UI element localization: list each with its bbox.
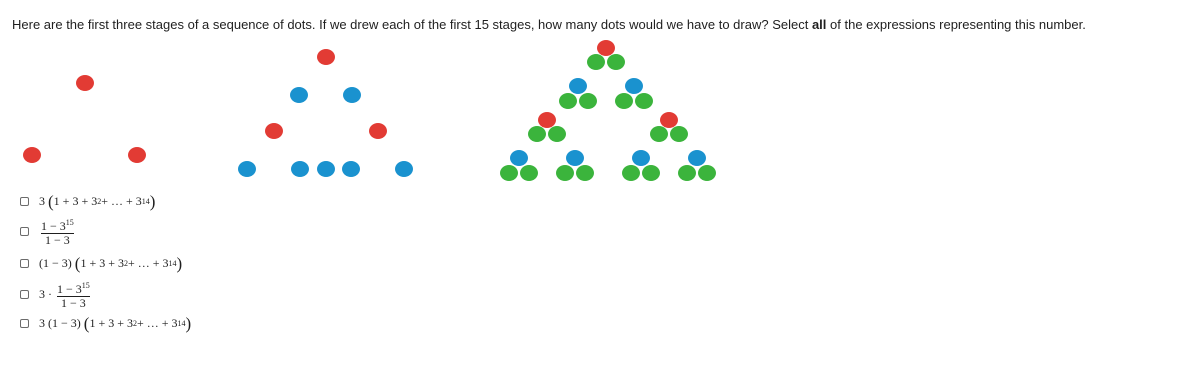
stage-3-green-dot (670, 126, 688, 142)
stage-3-blue-dot (566, 150, 584, 166)
stage-1-dot (23, 147, 41, 163)
stage-3-green-dot (579, 93, 597, 109)
stage-3-green-dot (576, 165, 594, 181)
stage-3-green-dot (559, 93, 577, 109)
stage-3-blue-dot (625, 78, 643, 94)
stage-2 (238, 49, 413, 190)
stage-3-green-dot (650, 126, 668, 142)
choice-5-expression: 3 (1 − 3) ( 1 + 3 + 3 2 + … + 3 14 ) (39, 313, 192, 333)
stage-2-red-dot (317, 49, 335, 65)
choice-1-checkbox[interactable] (20, 197, 29, 206)
stage-3-green-dot (500, 165, 518, 181)
question-part-2: of the expressions representing this number. (826, 17, 1086, 32)
stage-3-green-dot (678, 165, 696, 181)
stage-1-dot (128, 147, 146, 163)
question-part-1: Here are the first three stages of a sequence of dots. If we drew each of the first 15 stages, how many dots would we have to draw? Select (12, 17, 812, 32)
stage-3-green-dot (622, 165, 640, 181)
stage-2-blue-dot (290, 87, 308, 103)
stage-2-blue-dot (395, 161, 413, 177)
stage-2-blue-dot (343, 87, 361, 103)
stage-2-red-dot (369, 123, 387, 139)
stage-3-green-dot (607, 54, 625, 70)
stage-3-blue-dot (569, 78, 587, 94)
choice-4-fraction: $\frac{1 - 3^{15}}{1 - 3}$ (57, 281, 90, 310)
stage-3-red-dot (660, 112, 678, 128)
choice-3[interactable] (20, 253, 183, 273)
stage-3-green-dot (528, 126, 546, 142)
choice-4-expression: 3 · $\frac{1 - 3^{15}}{1 - 3}$ (39, 281, 90, 310)
stage-3-green-dot (635, 93, 653, 109)
question-emphasis: all (811, 17, 827, 32)
stage-3-green-dot (587, 54, 605, 70)
choice-2-fraction: $\frac{1 - 3^{15}}{1 - 3}$ (41, 218, 74, 247)
stage-1 (23, 75, 146, 163)
choice-1[interactable] (20, 191, 156, 211)
stage-2-blue-dot (317, 161, 335, 177)
choice-5-checkbox[interactable] (20, 319, 29, 328)
stage-2-blue-dot (238, 161, 256, 177)
stage-2-blue-dot (342, 161, 360, 177)
choice-2-expression (39, 216, 76, 247)
stage-2-blue-dot (291, 161, 309, 177)
stage-3-green-dot (642, 165, 660, 181)
stage-3-green-dot (615, 93, 633, 109)
choice-1-expression: 3 ( 1 + 3 + 3 2 + … + 3 14 ) (39, 191, 156, 211)
stage-1-dot (76, 75, 94, 91)
choice-3-checkbox[interactable] (20, 259, 29, 268)
stage-3-blue-dot (632, 150, 650, 166)
stage-3-green-dot (548, 126, 566, 142)
stage-3-blue-dot (510, 150, 528, 166)
choice-4[interactable] (20, 279, 92, 310)
stage-3-red-dot (538, 112, 556, 128)
stage-3-green-dot (520, 165, 538, 181)
stage-3-red-dot (597, 40, 615, 56)
stage-3 (500, 40, 716, 181)
choice-2[interactable] (20, 216, 76, 247)
stage-3-green-dot (698, 165, 716, 181)
stage-3-blue-dot (688, 150, 706, 166)
stage-2-red-dot (265, 123, 283, 139)
choice-2-checkbox[interactable] (20, 227, 29, 236)
choice-4-checkbox[interactable] (20, 290, 29, 299)
choice-3-expression: (1 − 3) ( 1 + 3 + 3 2 + … + 3 14 ) (39, 253, 183, 273)
stage-3-green-dot (556, 165, 574, 181)
choice-5[interactable] (20, 313, 192, 333)
